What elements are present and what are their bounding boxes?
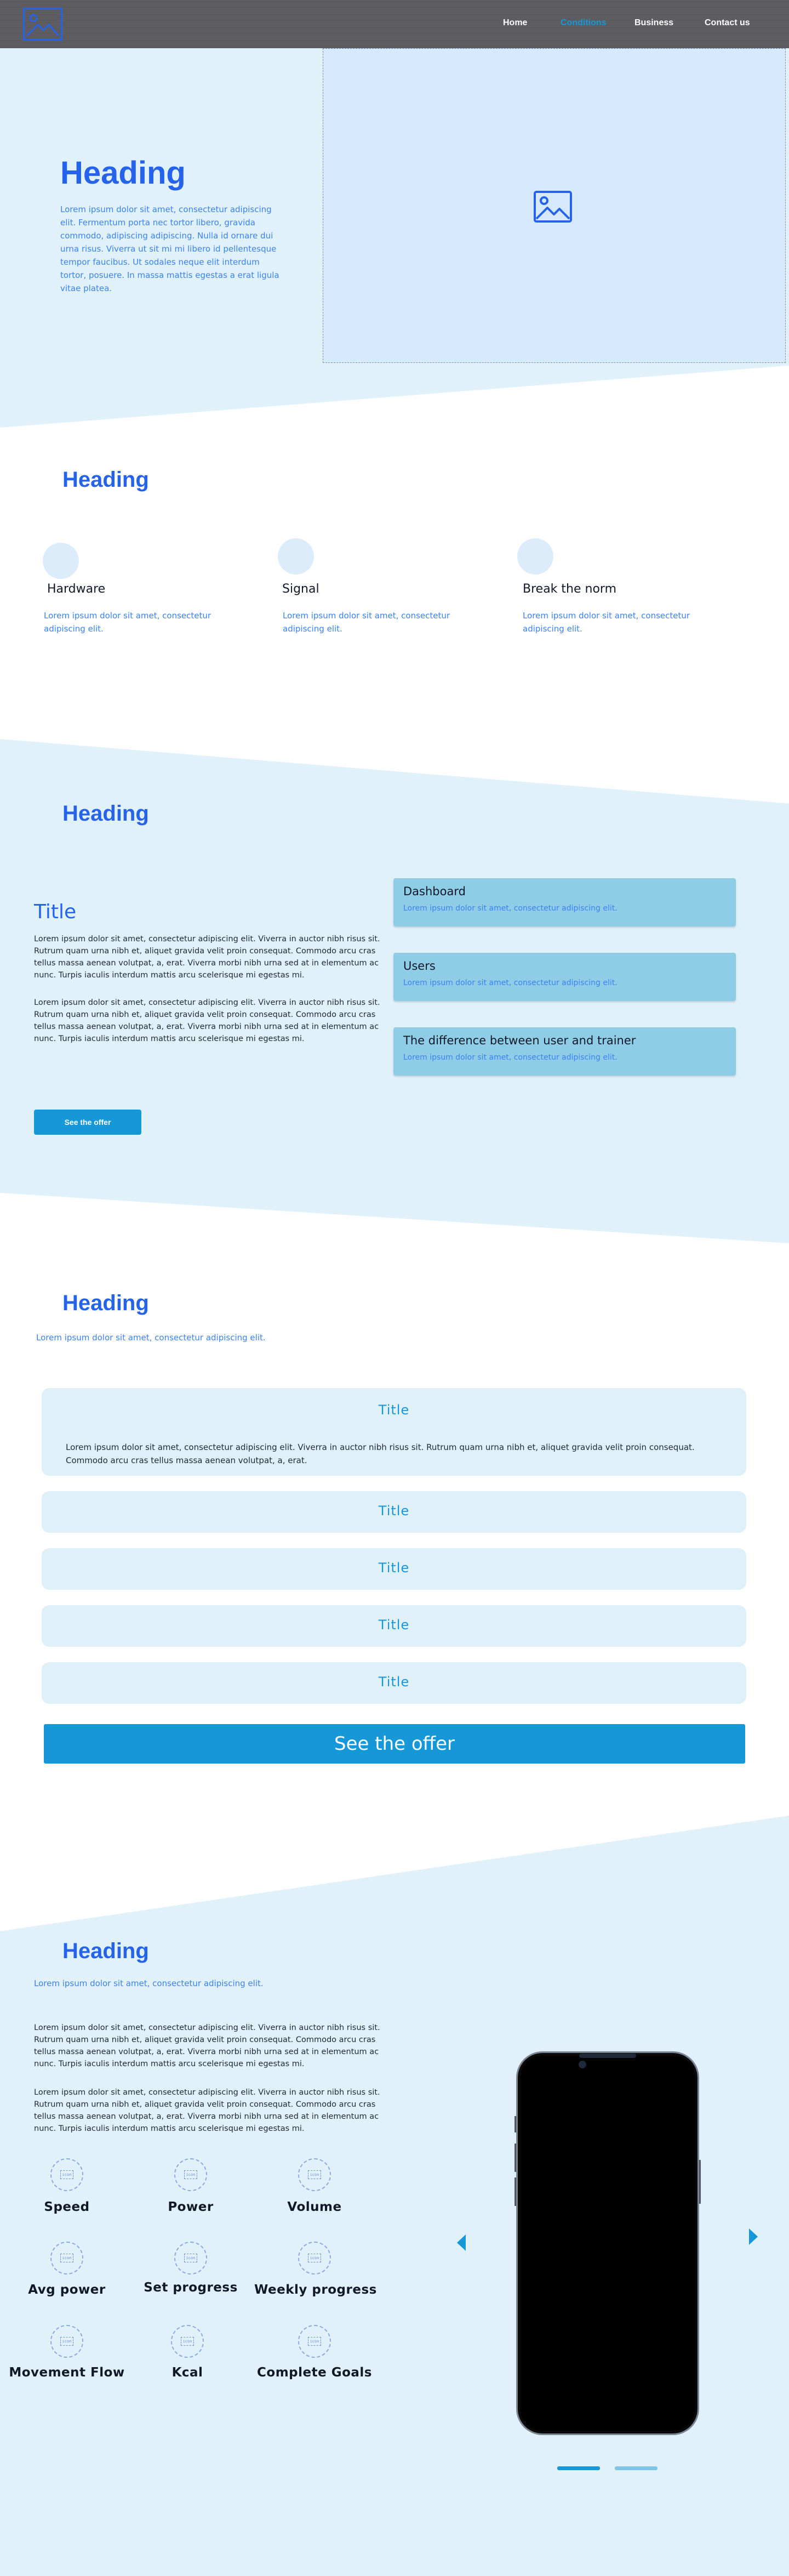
card-text: Lorem ipsum dolor sit amet, consectetur adipiscing elit. bbox=[403, 979, 618, 987]
app-paragraph-1: Lorem ipsum dolor sit amet, consectetur adipiscing elit. Viverra in auctor nibh risus sit. Rutrum quam urna nibh et, aliquet gravida velit proin consequat. Commodo arcu cras tellus massa aenean volutpat, a, erat. Viverra morbi nibh urna sed at in elementum ac nunc. Turpis iaculis interdum mattis arcu scelerisque mi egestas mi. bbox=[34, 2023, 380, 2068]
feature-icon-break-the-norm bbox=[517, 538, 553, 575]
see-the-offer-large-button[interactable]: See the offer bbox=[44, 1724, 745, 1764]
features-heading: Heading bbox=[62, 468, 149, 492]
card-title: Users bbox=[403, 959, 436, 973]
complete-goals-icon: icon bbox=[298, 2325, 331, 2358]
see-the-offer-button[interactable]: See the offer bbox=[34, 1110, 141, 1135]
accordion-item[interactable] bbox=[42, 1662, 746, 1704]
app-subtitle: Lorem ipsum dolor sit amet, consectetur adipiscing elit. bbox=[34, 1978, 264, 1988]
offer-paragraph-2: Lorem ipsum dolor sit amet, consectetur adipiscing elit. Viverra in auctor nibh risus sit. Rutrum quam urna nibh et, aliquet gravida velit proin consequat. Commodo arcu cras tellus massa aenean volutpat, a, erat. Viverra morbi nibh urna sed at in elementum ac nunc. Turpis iaculis interdum mattis arcu scelerisque mi egestas mi. bbox=[34, 998, 380, 1043]
offer-card-users[interactable] bbox=[393, 953, 736, 1001]
offer-paragraph-1: Lorem ipsum dolor sit amet, consectetur adipiscing elit. Viverra in auctor nibh risus sit. Rutrum quam urna nibh et, aliquet gravida velit proin consequat. Commodo arcu cras tellus massa aenean volutpat, a, erat. Viverra morbi nibh urna sed at in elementum ac nunc. Turpis iaculis interdum mattis arcu scelerisque mi egestas mi. bbox=[34, 935, 380, 980]
carousel-dot[interactable] bbox=[615, 2466, 658, 2470]
stat-label-complete-goals: Complete Goals bbox=[257, 2365, 372, 2380]
stat-label-avg-power: Avg power bbox=[28, 2283, 106, 2297]
stat-label-kcal: Kcal bbox=[171, 2365, 203, 2380]
accordion-title: Title bbox=[378, 1617, 410, 1633]
faq-subtitle: Lorem ipsum dolor sit amet, consectetur adipiscing elit. bbox=[36, 1333, 266, 1343]
faq-heading: Heading bbox=[62, 1291, 149, 1315]
card-text: Lorem ipsum dolor sit amet, consectetur adipiscing elit. bbox=[403, 1053, 618, 1062]
accordion-title: Title bbox=[378, 1674, 410, 1690]
feature-text-hardware: Lorem ipsum dolor sit amet, consectetur adipiscing elit. bbox=[44, 611, 211, 634]
speed-icon: icon bbox=[50, 2158, 83, 2191]
app-heading: Heading bbox=[62, 1939, 149, 1963]
logo-icon[interactable] bbox=[23, 8, 62, 41]
stat-label-movement-flow: Movement Flow bbox=[9, 2365, 125, 2380]
accordion-title: Title bbox=[378, 1503, 410, 1519]
hero-image-placeholder bbox=[323, 48, 786, 363]
nav-link-business[interactable]: Business bbox=[634, 18, 674, 27]
avg-power-icon: icon bbox=[50, 2242, 83, 2274]
navbar bbox=[0, 0, 789, 48]
carousel-dot-active[interactable] bbox=[557, 2466, 600, 2470]
offer-title: Title bbox=[34, 901, 77, 923]
accordion-item[interactable] bbox=[42, 1605, 746, 1647]
feature-text-break-the-norm: Lorem ipsum dolor sit amet, consectetur adipiscing elit. bbox=[523, 611, 690, 634]
nav-link-contact-us[interactable]: Contact us bbox=[705, 18, 750, 27]
image-placeholder-icon bbox=[533, 190, 573, 223]
accordion-item-open[interactable] bbox=[42, 1388, 746, 1476]
stat-label-power: Power bbox=[168, 2200, 214, 2214]
hero-heading: Heading bbox=[60, 155, 186, 191]
card-title: The difference between user and trainer bbox=[403, 1034, 636, 1047]
feature-title-hardware: Hardware bbox=[47, 582, 106, 596]
movement-flow-icon: icon bbox=[50, 2325, 83, 2358]
card-text: Lorem ipsum dolor sit amet, consectetur adipiscing elit. bbox=[403, 904, 618, 913]
power-icon: icon bbox=[174, 2158, 207, 2191]
accordion-title: Title bbox=[378, 1560, 410, 1576]
hero-text: Lorem ipsum dolor sit amet, consectetur adipiscing elit. Fermentum porta nec tortor libero, gravida commodo, adipiscing adipiscing. Nulla id ornare dui urna risus. Viverra ut sit mi mi libero id pellentesque tempor faucibus. Ut sodales neque elit interdum tortor, posuere. In massa mattis egestas a erat ligula vitae platea. bbox=[60, 204, 279, 293]
nav-link-home[interactable]: Home bbox=[503, 18, 528, 27]
stat-label-volume: Volume bbox=[287, 2200, 342, 2214]
accordion-item[interactable] bbox=[42, 1491, 746, 1533]
feature-icon-hardware bbox=[43, 543, 79, 579]
carousel-prev-arrow-icon[interactable] bbox=[456, 2233, 467, 2252]
feature-title-signal: Signal bbox=[282, 582, 319, 596]
volume-icon: icon bbox=[298, 2158, 331, 2191]
phone-mockup bbox=[514, 2050, 701, 2436]
offer-heading: Heading bbox=[62, 801, 149, 826]
stat-label-set-progress: Set progress bbox=[144, 2281, 238, 2295]
offer-card-dashboard[interactable] bbox=[393, 878, 736, 926]
feature-icon-signal bbox=[278, 538, 314, 575]
feature-text-signal: Lorem ipsum dolor sit amet, consectetur adipiscing elit. bbox=[283, 611, 450, 634]
stat-label-speed: Speed bbox=[44, 2200, 90, 2214]
accordion-body: Lorem ipsum dolor sit amet, consectetur adipiscing elit. Viverra in auctor nibh risus sit. Rutrum quam urna nibh et, aliquet gravida velit proin consequat. Commodo arcu cras tellus massa aenean volutpat, a, erat. bbox=[66, 1442, 695, 1465]
nav-link-conditions[interactable]: Conditions bbox=[561, 18, 607, 27]
feature-title-break-the-norm: Break the norm bbox=[523, 582, 616, 596]
carousel-next-arrow-icon[interactable] bbox=[748, 2227, 759, 2246]
stat-label-weekly-progress: Weekly progress bbox=[254, 2283, 377, 2297]
app-paragraph-2: Lorem ipsum dolor sit amet, consectetur adipiscing elit. Viverra in auctor nibh risus sit. Rutrum quam urna nibh et, aliquet gravida velit proin consequat. Commodo arcu cras tellus massa aenean volutpat, a, erat. Viverra morbi nibh urna sed at in elementum ac nunc. Turpis iaculis interdum mattis arcu scelerisque mi egestas mi. bbox=[34, 2088, 380, 2133]
set-progress-icon: icon bbox=[174, 2242, 207, 2274]
accordion-item[interactable] bbox=[42, 1548, 746, 1590]
card-title: Dashboard bbox=[403, 885, 466, 898]
accordion-title: Title bbox=[378, 1402, 410, 1418]
offer-card-difference[interactable] bbox=[393, 1027, 736, 1076]
weekly-progress-icon: icon bbox=[298, 2242, 331, 2274]
kcal-icon: icon bbox=[171, 2325, 204, 2358]
logo-image-icon bbox=[25, 9, 61, 39]
